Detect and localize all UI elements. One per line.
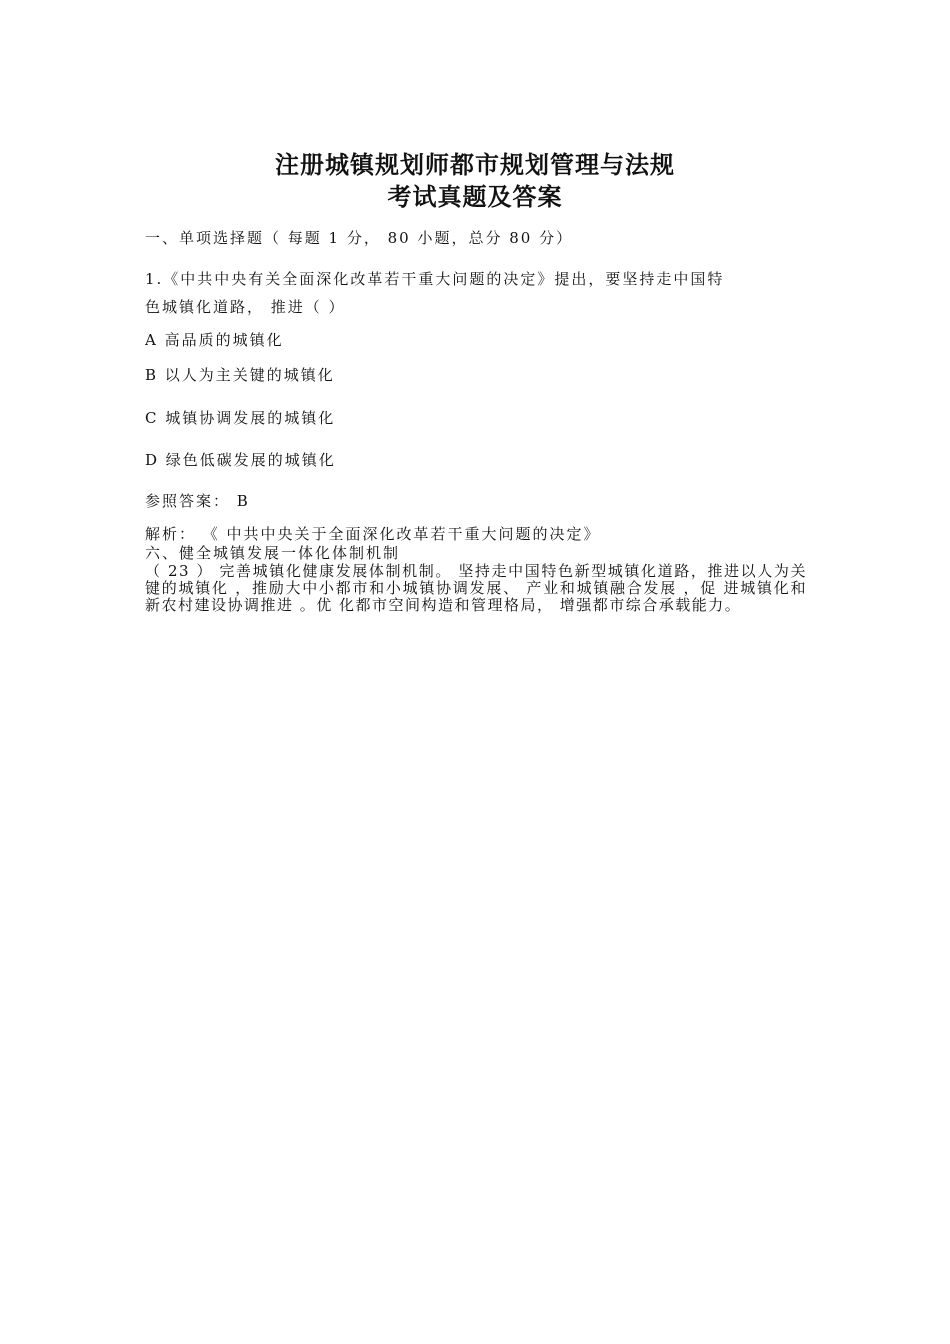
- reference-answer: 参照答案： B: [145, 492, 250, 510]
- option-b: B 以人为主关键的城镇化: [145, 366, 335, 384]
- option-a: A 高品质的城镇化: [145, 331, 284, 349]
- analysis-line1: 解析： 《 中共中央关于全面深化改革若干重大问题的决定》: [145, 525, 601, 543]
- section-heading: 一、单项选择题（ 每题 1 分， 80 小题，总分 80 分）: [145, 229, 574, 247]
- option-c: C 城镇协调发展的城镇化: [145, 409, 336, 427]
- document-title-line2: 考试真题及答案: [387, 182, 563, 211]
- question-text-line2: 色城镇化道路， 推进（ ）: [145, 298, 346, 316]
- analysis-paragraph: （ 23 ） 完善城镇化健康发展体制机制。 坚持走中国特色新型城镇化道路，推进以人为关键的城镇化 ，推励大中小都市和小城镇协调发展、 产业和城镇融合发展 ，促 进城镇化和新农村建设协调推进 。优 化都市空间构造和管理格局， 增强都市综合承载能力。: [145, 562, 807, 614]
- document-title-line1: 注册城镇规划师都市规划管理与法规: [275, 150, 675, 179]
- analysis-line2: 六、健全城镇发展一体化体制机制: [145, 544, 401, 562]
- question-text-line1: 1.《中共中央有关全面深化改革若干重大问题的决定》提出，要坚持走中国特: [145, 270, 725, 288]
- option-d: D 绿色低碳发展的城镇化: [145, 451, 336, 469]
